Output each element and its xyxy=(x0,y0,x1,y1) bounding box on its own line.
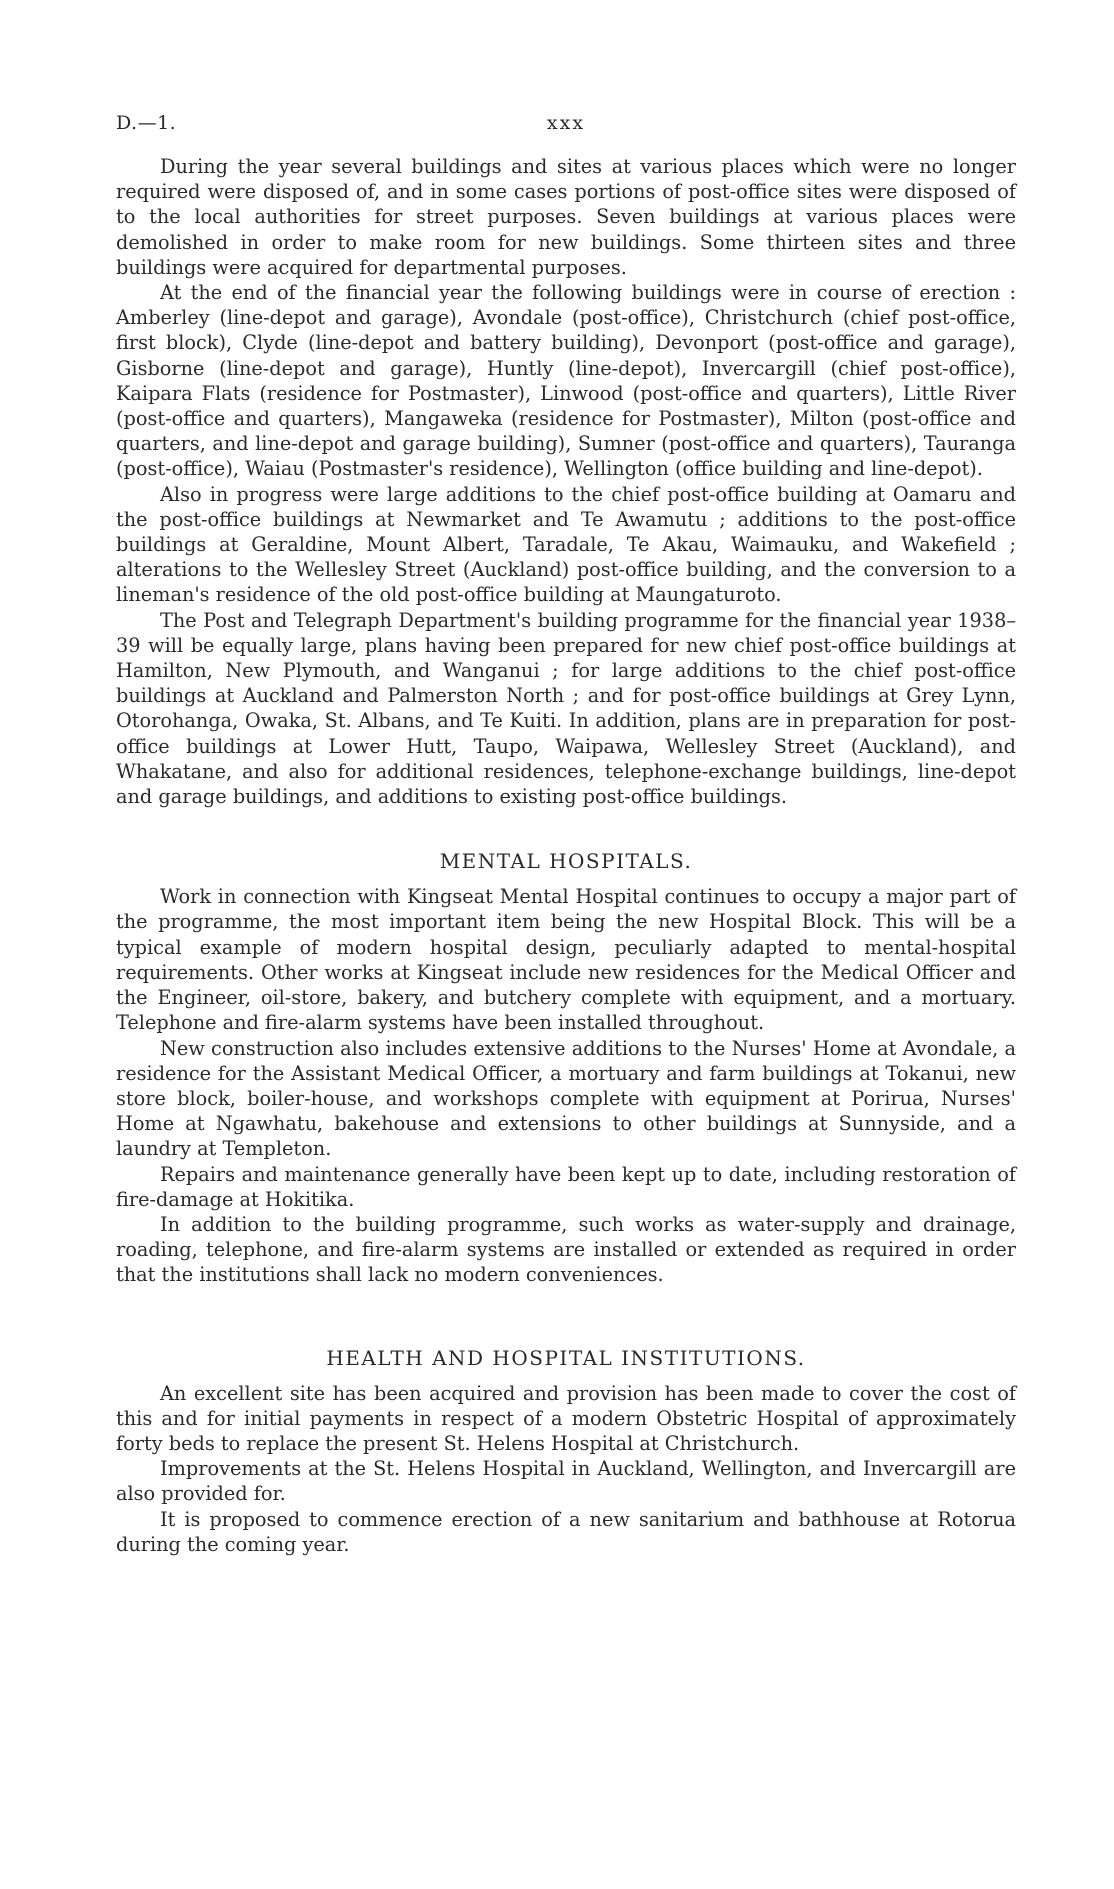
page-number: xxx xyxy=(546,112,586,134)
paragraph: The Post and Telegraph Department's building programme for the financial year 1938–39 will be equally large, plans having been prepared for new chief post-office buildings at Hamilton, New Plymouth, and Wanganui ; for large additions to the chief post-office buildings at Auckland and Palmerston North ; and for post-office buildings at Grey Lynn, Otorohanga, Owaka, St. Albans, and Te Kuiti. In addition, plans are in preparation for post-office buildings at Lower Hutt, Taupo, Waipawa, Wellesley Street (Auckland), and Whakatane, and also for additional residences, telephone-exchange buildings, line-depot and garage buildings, and additions to existing post-office buildings. xyxy=(116,608,1016,809)
document-reference: D.—1. xyxy=(116,112,177,134)
paragraph: An excellent site has been acquired and provision has been made to cover the cost of this and for initial payments in respect of a modern Obstetric Hospital of approximately forty beds to replace the present St. Helens Hospital at Christchurch. xyxy=(116,1381,1016,1455)
paragraph: Also in progress were large additions to the chief post-office building at Oamaru and the post-office buildings at Newmarket and Te Awamutu ; additions to the post-office buildings at Geraldine, Mount Albert, Taradale, Te Akau, Waimauku, and Wakefield ; alterations to the Wellesley Street (Auckland) post-office building, and the conversion to a lineman's residence of the old post-office building at Maungaturoto. xyxy=(116,482,1016,607)
mental-hospitals-section xyxy=(116,884,1016,1287)
paragraph: During the year several buildings and sites at various places which were no longer required were disposed of, and in some cases portions of post-office sites were disposed of to the local authorities for street purposes. Seven buildings at various places were demolished in order to make room for new buildings. Some thirteen sites and three buildings were acquired for departmental purposes. xyxy=(116,155,1016,279)
paragraph: Repairs and maintenance generally have been kept up to date, including restoration of fire-damage at Hokitika. xyxy=(116,1162,1016,1211)
paragraph: It is proposed to commence erection of a new sanitarium and bathhouse at Rotorua during the coming year. xyxy=(116,1507,1016,1556)
paragraph: At the end of the financial year the following buildings were in course of erection : Amberley (line-depot and garage), Avondale (post-office), Christchurch (chief post-office, first block), Clyde (line-depot and battery building), Devonport (post-office and garage), Gisborne (line-depot and garage), Huntly (line-depot), Invercargill (chief post-office), Kaipara Flats (residence for Postmaster), Linwood (post-office and quarters), Little River (post-office and quarters), Mangaweka (residence for Postmaster), Milton (post-office and quarters, and line-depot and garage building), Sumner (post-office and quarters), Tauranga (post-office), Waiau (Postmaster's residence), Wellington (office building and line-depot). xyxy=(116,281,1016,481)
health-institutions-section xyxy=(116,1381,1016,1557)
paragraph: Work in connection with Kingseat Mental Hospital continues to occupy a major part of the programme, the most important item being the new Hospital Block. This will be a typical example of modern hospital design, peculiarly adapted to mental-hospital requirements. Other works at Kingseat include new residences for the Medical Officer and the Engineer, oil-store, bakery, and butchery complete with equipment, and a mortuary. Telephone and fire-alarm systems have been installed throughout. xyxy=(116,885,1016,1035)
paragraph: New construction also includes extensive additions to the Nurses' Home at Avondale, a residence for the Assistant Medical Officer, a mortuary and farm buildings at Tokanui, new store block, boiler-house, and workshops complete with equipment at Porirua, Nurses' Home at Ngawhatu, bakehouse and extensions to other buildings at Sunnyside, and a laundry at Templeton. xyxy=(116,1036,1016,1161)
section-heading-mental-hospitals: MENTAL HOSPITALS. xyxy=(439,849,693,874)
buildings-section xyxy=(116,154,1016,809)
paragraph: In addition to the building programme, such works as water-supply and drainage, roading, telephone, and fire-alarm systems are installed or extended as required in order that the institutions shall lack no modern conveniences. xyxy=(116,1212,1016,1287)
paragraph: Improvements at the St. Helens Hospital in Auckland, Wellington, and Invercargill are also provided for. xyxy=(116,1457,1016,1506)
section-heading-health-institutions: HEALTH AND HOSPITAL INSTITUTIONS. xyxy=(326,1345,806,1370)
running-header xyxy=(116,112,1016,142)
